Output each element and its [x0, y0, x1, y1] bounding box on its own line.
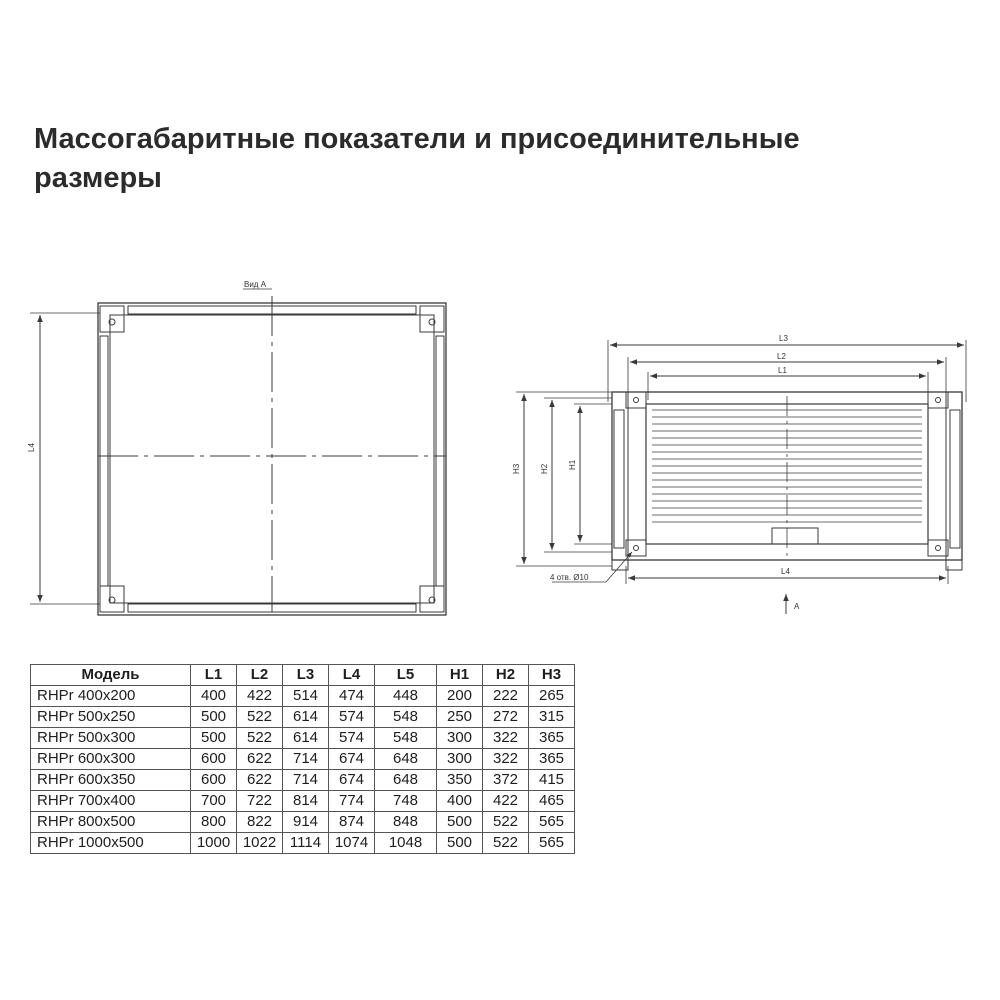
value-cell: 748	[375, 791, 437, 812]
dim-h3: H3	[512, 463, 521, 474]
table-row	[31, 728, 575, 749]
value-cell: 522	[483, 833, 529, 854]
header-cell: L1	[191, 665, 237, 686]
header-cell: H3	[529, 665, 575, 686]
value-cell: 600	[191, 770, 237, 791]
header-cell: L5	[375, 665, 437, 686]
value-cell: 315	[529, 707, 575, 728]
value-cell: 300	[437, 749, 483, 770]
dim-l2: L2	[777, 352, 786, 361]
model-cell: RHPr 500x250	[31, 707, 191, 728]
value-cell: 322	[483, 749, 529, 770]
value-cell: 222	[483, 686, 529, 707]
value-cell: 548	[375, 707, 437, 728]
value-cell: 500	[191, 707, 237, 728]
header-cell: L4	[329, 665, 375, 686]
right-view	[512, 334, 966, 614]
view-label: Вид А	[244, 280, 267, 289]
value-cell: 814	[283, 791, 329, 812]
value-cell: 365	[529, 728, 575, 749]
title-line-2: размеры	[34, 162, 162, 194]
value-cell: 848	[375, 812, 437, 833]
model-cell: RHPr 800x500	[31, 812, 191, 833]
value-cell: 265	[529, 686, 575, 707]
value-cell: 565	[529, 833, 575, 854]
value-cell: 774	[329, 791, 375, 812]
model-cell: RHPr 700x400	[31, 791, 191, 812]
table-row	[31, 770, 575, 791]
table-row	[31, 791, 575, 812]
header-cell: H1	[437, 665, 483, 686]
value-cell: 714	[283, 770, 329, 791]
value-cell: 350	[437, 770, 483, 791]
table-row	[31, 812, 575, 833]
header-cell: L2	[237, 665, 283, 686]
value-cell: 574	[329, 707, 375, 728]
value-cell: 514	[283, 686, 329, 707]
value-cell: 548	[375, 728, 437, 749]
model-cell: RHPr 1000x500	[31, 833, 191, 854]
table-row	[31, 707, 575, 728]
value-cell: 822	[237, 812, 283, 833]
header-cell: H2	[483, 665, 529, 686]
value-cell: 648	[375, 770, 437, 791]
dim-h2: H2	[540, 463, 549, 474]
value-cell: 674	[329, 770, 375, 791]
value-cell: 400	[437, 791, 483, 812]
value-cell: 322	[483, 728, 529, 749]
value-cell: 522	[237, 728, 283, 749]
view-arrow-label: А	[794, 602, 800, 611]
value-cell: 648	[375, 749, 437, 770]
value-cell: 614	[283, 707, 329, 728]
left-dim-l4: L4	[27, 443, 36, 452]
title-line-1: Массогабаритные показатели и присоединительные	[34, 123, 800, 155]
holes-note: 4 отв. Ø10	[550, 573, 589, 582]
value-cell: 422	[483, 791, 529, 812]
value-cell: 914	[283, 812, 329, 833]
value-cell: 1000	[191, 833, 237, 854]
value-cell: 674	[329, 749, 375, 770]
value-cell: 500	[191, 728, 237, 749]
value-cell: 722	[237, 791, 283, 812]
dim-l1: L1	[778, 366, 787, 375]
left-view	[27, 280, 446, 615]
value-cell: 614	[283, 728, 329, 749]
value-cell: 600	[191, 749, 237, 770]
table-row	[31, 833, 575, 854]
value-cell: 1048	[375, 833, 437, 854]
value-cell: 700	[191, 791, 237, 812]
value-cell: 1022	[237, 833, 283, 854]
value-cell: 565	[529, 812, 575, 833]
value-cell: 465	[529, 791, 575, 812]
value-cell: 1074	[329, 833, 375, 854]
dim-h1: H1	[568, 459, 577, 470]
value-cell: 522	[237, 707, 283, 728]
dimensions-table	[30, 664, 575, 854]
value-cell: 500	[437, 833, 483, 854]
value-cell: 400	[191, 686, 237, 707]
value-cell: 574	[329, 728, 375, 749]
value-cell: 874	[329, 812, 375, 833]
model-cell: RHPr 400x200	[31, 686, 191, 707]
value-cell: 448	[375, 686, 437, 707]
model-cell: RHPr 600x300	[31, 749, 191, 770]
value-cell: 200	[437, 686, 483, 707]
value-cell: 272	[483, 707, 529, 728]
dim-l4-right: L4	[781, 567, 790, 576]
header-cell: L3	[283, 665, 329, 686]
value-cell: 300	[437, 728, 483, 749]
value-cell: 372	[483, 770, 529, 791]
value-cell: 500	[437, 812, 483, 833]
table-row	[31, 686, 575, 707]
header-cell: Модель	[31, 665, 191, 686]
value-cell: 365	[529, 749, 575, 770]
value-cell: 1114	[283, 833, 329, 854]
value-cell: 622	[237, 770, 283, 791]
value-cell: 250	[437, 707, 483, 728]
value-cell: 474	[329, 686, 375, 707]
value-cell: 415	[529, 770, 575, 791]
value-cell: 522	[483, 812, 529, 833]
table-row	[31, 749, 575, 770]
table-header-row	[31, 665, 575, 686]
value-cell: 622	[237, 749, 283, 770]
model-cell: RHPr 500x300	[31, 728, 191, 749]
model-cell: RHPr 600x350	[31, 770, 191, 791]
dim-l3: L3	[779, 334, 788, 343]
value-cell: 714	[283, 749, 329, 770]
value-cell: 422	[237, 686, 283, 707]
value-cell: 800	[191, 812, 237, 833]
